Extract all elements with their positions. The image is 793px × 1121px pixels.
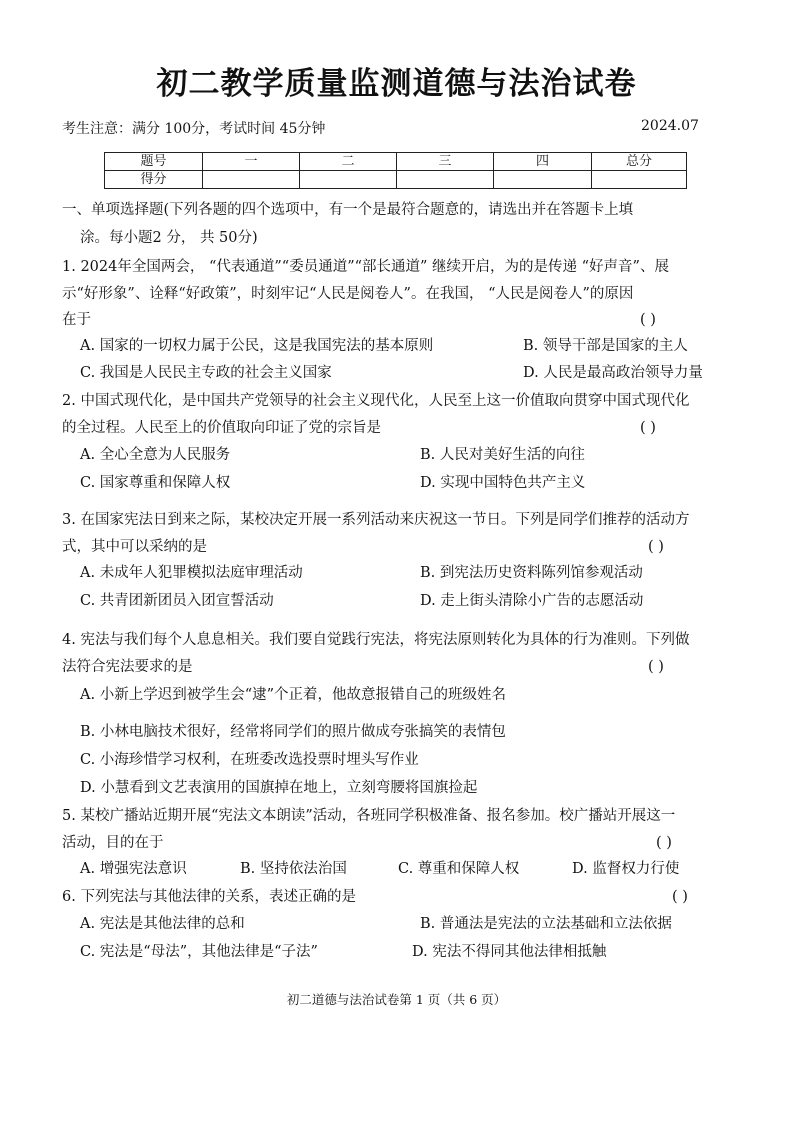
question-stem-line: 示“好形象”、诠释“好政策”，时刻牢记“人民是阅卷人”。在我国， “人民是阅卷人”的原因: [62, 286, 634, 302]
question-stem-line: 5. 某校广播站近期开展“宪法文本朗读”活动，各班同学积极准备、报名参加。校广播站开展这一: [62, 808, 676, 824]
option-d: D. 实现中国特色共产主义: [420, 475, 586, 491]
option-a: A. 全心全意为人民服务: [80, 447, 231, 463]
exam-notice: 考生注意：满分 100分，考试时间 45分钟: [62, 121, 326, 137]
score-cell[interactable]: [494, 171, 592, 189]
option-a: A. 未成年人犯罪模拟法庭审理活动: [80, 565, 303, 581]
option-c: C. 国家尊重和保障人权: [80, 475, 231, 491]
option-a: A. 小新上学迟到被学生会“逮”个正着，他故意报错自己的班级姓名: [80, 687, 507, 703]
answer-blank: ( ): [640, 312, 656, 328]
option-d: D. 宪法不得同其他法律相抵触: [412, 944, 607, 960]
section-title-line: 一、单项选择题(下列各题的四个选项中，有一个是最符合题意的，请选出并在答题卡上填: [62, 202, 634, 218]
page-footer: 初二道德与法治试卷第 1 页（共 6 页）: [286, 992, 507, 1007]
option-b: B. 人民对美好生活的向往: [420, 447, 585, 463]
question-stem-line: 在于: [62, 312, 91, 328]
score-cell[interactable]: [397, 171, 494, 189]
option-d: D. 监督权力行使: [572, 861, 680, 877]
answer-blank: ( ): [648, 659, 664, 675]
question-stem-line: 活动，目的在于: [62, 835, 164, 851]
option-c: C. 我国是人民民主专政的社会主义国家: [80, 365, 332, 381]
question-stem-line: 2. 中国式现代化，是中国共产党领导的社会主义现代化，人民至上这一价值取向贯穿中国式现代化: [62, 393, 690, 409]
score-cell[interactable]: [203, 171, 300, 189]
option-a: A. 国家的一切权力属于公民，这是我国宪法的基本原则: [80, 338, 434, 354]
score-header-cell: 二: [300, 153, 397, 171]
question-stem-line: 1. 2024年全国两会， “代表通道”“委员通道”“部长通道” 继续开启，为的是传递 “好声音”、展: [62, 259, 669, 275]
question-stem-line: 法符合宪法要求的是: [62, 659, 193, 675]
option-b: B. 小林电脑技术很好，经常将同学们的照片做成夸张搞笑的表情包: [80, 724, 506, 740]
question-stem-line: 6. 下列宪法与其他法律的关系，表述正确的是: [62, 889, 356, 905]
exam-date: 2024.07: [641, 118, 699, 134]
score-header-cell: 总分: [592, 153, 687, 171]
score-header-cell: 三: [397, 153, 494, 171]
answer-blank: ( ): [640, 420, 656, 436]
score-cell[interactable]: [592, 171, 687, 189]
option-c: C. 小海珍惜学习权利，在班委改选投票时埋头写作业: [80, 752, 419, 768]
score-cell[interactable]: [300, 171, 397, 189]
option-c: C. 尊重和保障人权: [398, 861, 520, 877]
option-b: B. 到宪法历史资料陈列馆参观活动: [420, 565, 643, 581]
option-c: C. 共青团新团员入团宣誓活动: [80, 593, 274, 609]
section-title-line: 涂。每小题2 分， 共 50分): [80, 230, 258, 246]
question-stem-line: 3. 在国家宪法日到来之际，某校决定开展一系列活动来庆祝这一节日。下列是同学们推荐的活动方: [62, 512, 690, 528]
question-stem-line: 的全过程。人民至上的价值取向印证了党的宗旨是: [62, 420, 381, 436]
answer-blank: ( ): [672, 889, 688, 905]
option-b: B. 普通法是宪法的立法基础和立法依据: [420, 916, 672, 932]
score-header-cell: 四: [494, 153, 592, 171]
score-table: [104, 152, 687, 189]
answer-blank: ( ): [648, 539, 664, 555]
score-table-score-row: [105, 171, 687, 189]
score-header-cell: 题号: [105, 153, 203, 171]
option-d: D. 走上街头清除小广告的志愿活动: [420, 593, 644, 609]
score-header-cell: 一: [203, 153, 300, 171]
score-row-label: 得分: [105, 171, 203, 189]
question-stem-line: 4. 宪法与我们每个人息息相关。我们要自觉践行宪法，将宪法原则转化为具体的行为准则。下列做: [62, 632, 690, 648]
option-c: C. 宪法是“母法”，其他法律是“子法”: [80, 944, 318, 960]
option-a: A. 宪法是其他法律的总和: [80, 916, 245, 932]
option-d: D. 人民是最高政治领导力量: [523, 365, 703, 381]
option-a: A. 增强宪法意识: [80, 861, 187, 877]
answer-blank: ( ): [656, 835, 672, 851]
page-title: 初二教学质量监测道德与法治试卷: [156, 66, 637, 102]
score-table-header-row: [105, 153, 687, 171]
option-d: D. 小慧看到文艺表演用的国旗掉在地上，立刻弯腰将国旗捡起: [80, 780, 478, 796]
option-b: B. 领导干部是国家的主人: [523, 338, 688, 354]
question-stem-line: 式，其中可以采纳的是: [62, 539, 207, 555]
option-b: B. 坚持依法治国: [240, 861, 347, 877]
